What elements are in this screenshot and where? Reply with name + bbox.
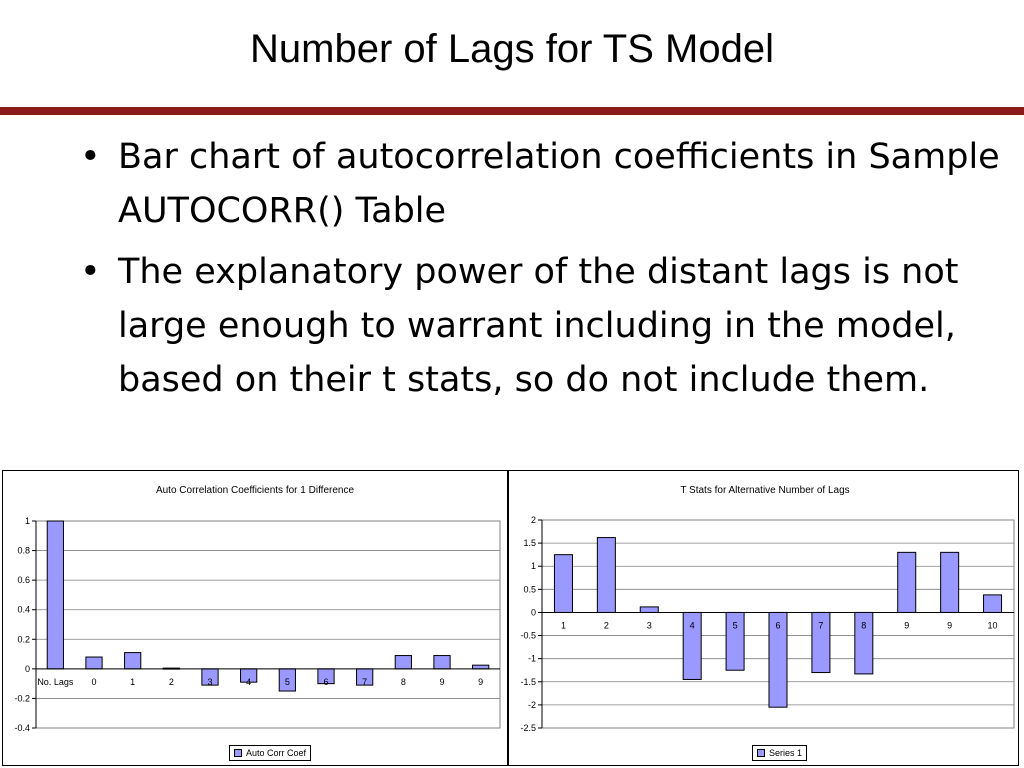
- offscreen-chart-edge: [1018, 470, 1024, 766]
- x-tick-label: 9: [904, 620, 910, 631]
- x-tick-label: 5: [284, 676, 290, 687]
- y-tick-label: 2: [530, 515, 536, 525]
- y-tick-label: -2: [527, 699, 536, 710]
- y-tick-label: -2.5: [520, 723, 536, 733]
- bar: [434, 656, 450, 669]
- y-tick-label: 0: [530, 607, 536, 618]
- slide-title: Number of Lags for TS Model: [250, 27, 774, 71]
- x-tick-label: 7: [818, 620, 824, 631]
- bar: [898, 552, 916, 612]
- x-tick-label: 10: [987, 620, 998, 631]
- x-tick-label: 1: [130, 676, 136, 687]
- title-divider: [0, 107, 1024, 115]
- autocorrelation-chart: [2, 470, 508, 766]
- chart-title: Auto Correlation Coefficients for 1 Difference: [155, 485, 355, 496]
- x-tick-label: 9: [947, 620, 953, 631]
- x-tick-label: 1: [560, 620, 566, 631]
- bullet-text: The explanatory power of the distant lags is not large enough to warrant including in the model, based on their t stats, so do not include them.: [118, 252, 959, 400]
- x-tick-label: 6: [323, 676, 329, 687]
- y-tick-label: 0.5: [523, 584, 536, 595]
- x-tick-label: 9: [439, 676, 445, 687]
- chart-legend: [752, 745, 807, 761]
- y-tick-label: 0.8: [17, 545, 30, 556]
- bar: [395, 656, 411, 669]
- y-tick-label: 0.6: [17, 575, 30, 586]
- bullet-list: [80, 130, 1015, 414]
- x-tick-label: 8: [400, 676, 406, 687]
- bar: [47, 521, 63, 669]
- autocorrelation-chart-svg: [3, 471, 507, 765]
- tstats-chart-svg: [509, 471, 1021, 765]
- y-tick-label: 0.4: [17, 604, 30, 615]
- y-tick-label: 1: [24, 516, 30, 526]
- x-tick-label: 2: [168, 676, 174, 687]
- bullet-item: [80, 245, 1015, 407]
- y-tick-label: -1: [527, 653, 536, 664]
- y-tick-label: 0.2: [17, 634, 30, 645]
- bullet-text: Bar chart of autocorrelation coefficients in Sample AUTOCORR() Table: [118, 137, 1000, 231]
- bar: [640, 607, 658, 613]
- y-tick-label: -1.5: [520, 676, 536, 687]
- x-tick-label: 3: [646, 620, 652, 631]
- x-tick-label: 4: [246, 676, 252, 687]
- x-tick-label: 0: [91, 676, 97, 687]
- bullet-dot-icon: •: [80, 252, 101, 292]
- y-tick-label: -0.4: [14, 723, 30, 733]
- x-tick-label: 3: [207, 676, 213, 687]
- y-tick-label: -0.2: [14, 693, 30, 704]
- x-tick-label: 6: [775, 620, 781, 631]
- tstats-chart: [508, 470, 1022, 766]
- y-tick-label: 1.5: [523, 538, 536, 549]
- chart-title: T Stats for Alternative Number of Lags: [680, 485, 850, 496]
- chart-legend: [229, 745, 311, 761]
- legend-label: Auto Corr Coef: [246, 748, 307, 758]
- legend-label: Series 1: [769, 748, 803, 758]
- bar: [597, 538, 615, 613]
- bullet-item: [80, 130, 1015, 238]
- y-tick-label: 1: [530, 561, 536, 572]
- x-tick-label: 9: [478, 676, 484, 687]
- x-tick-label: 7: [362, 676, 368, 687]
- bar: [984, 595, 1002, 613]
- bar: [941, 552, 959, 612]
- bar: [125, 653, 141, 669]
- bullet-dot-icon: •: [80, 137, 101, 177]
- x-tick-label: 4: [689, 620, 695, 631]
- plot-area: [36, 521, 500, 728]
- x-tick-label: 5: [732, 620, 738, 631]
- y-tick-label: 0: [24, 663, 30, 674]
- x-tick-label: No. Lags: [37, 676, 74, 687]
- bar: [473, 665, 489, 669]
- legend-swatch: [757, 749, 765, 757]
- legend-swatch: [234, 749, 242, 757]
- y-tick-label: -0.5: [520, 630, 536, 641]
- x-tick-label: 2: [603, 620, 609, 631]
- bar: [86, 657, 102, 669]
- x-tick-label: 8: [861, 620, 867, 631]
- bar: [554, 555, 572, 613]
